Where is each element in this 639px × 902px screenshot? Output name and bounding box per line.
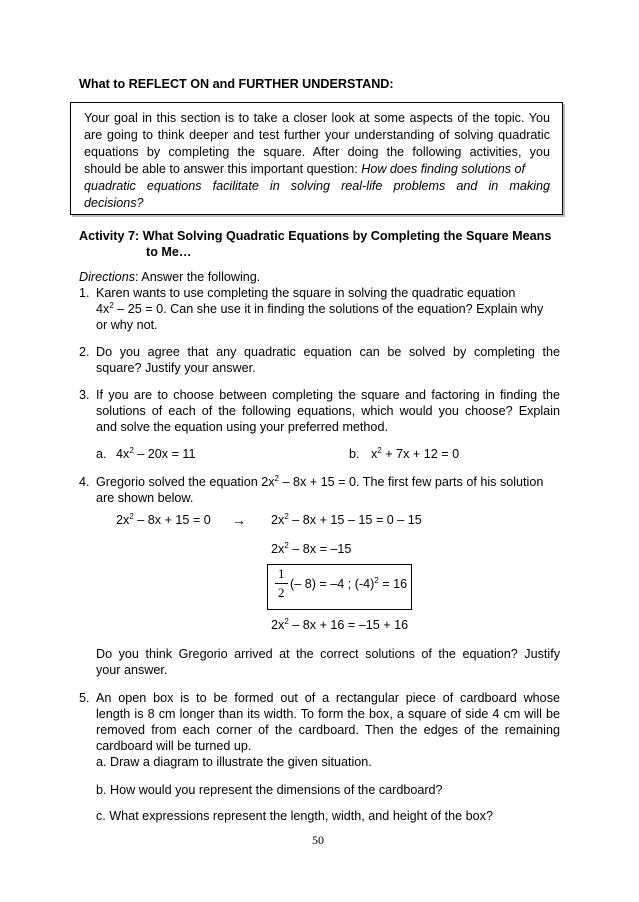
- q3-b-exp: 2: [377, 446, 382, 455]
- essential-question-start: How does finding solutions of: [361, 162, 526, 176]
- goal-line-4-text: should be able to answer this important question:: [84, 162, 362, 176]
- goal-line-1: Your goal in this section is to take a closer look at some aspects of the topic. You: [84, 111, 550, 125]
- goal-line-2: are going to think deeper and test further your understanding of solving quadratic: [84, 128, 550, 142]
- fraction-numerator: 1: [278, 566, 285, 581]
- q1-eq-term: 4x: [96, 302, 110, 316]
- goal-line-4: [84, 161, 550, 177]
- q1-number: 1.: [79, 286, 90, 300]
- activity-title-cont: to Me…: [146, 245, 192, 259]
- q3-a-exp: 2: [129, 446, 134, 455]
- q1-line-3: or why not.: [96, 318, 158, 332]
- fraction-exp: 2: [374, 576, 379, 585]
- q3-b-term: x: [371, 447, 378, 461]
- goal-line-3: equations by completing the square. After doing the following activities, you: [84, 145, 550, 159]
- q4-step-3: [271, 617, 408, 633]
- q4-step-2: [271, 541, 351, 557]
- q1-line-1: Karen wants to use completing the square in solving the quadratic equation: [96, 286, 516, 300]
- q4-line-1-exp: 2: [274, 474, 279, 483]
- q5-line-4: cardboard will be turned up.: [96, 739, 252, 753]
- q4-step-2-term: 2x: [271, 542, 285, 556]
- q4-line-1: [96, 474, 560, 490]
- arrow-icon: →: [232, 512, 246, 528]
- q3-line-2: solutions of each of the following equations, which would you choose? Explain: [96, 404, 560, 418]
- q5-item-a: a. Draw a diagram to illustrate the given situation.: [96, 755, 372, 769]
- q4-line-1-b: – 8x + 15 = 0. The first few parts of his solution: [278, 475, 544, 489]
- q1-line-2: [96, 301, 560, 317]
- activity-title: Activity 7: What Solving Quadratic Equations by Completing the Square Means: [79, 229, 552, 243]
- q4-line-1-a: Gregorio solved the equation 2x: [96, 475, 275, 489]
- q3-line-1: If you are to choose between completing the square and factoring in finding the: [96, 388, 560, 402]
- q4-step-1-exp: 2: [284, 512, 289, 521]
- q4-step-1: [271, 512, 422, 528]
- q3-a-equation: [116, 446, 196, 462]
- q3-a-rest: – 20x = 11: [133, 447, 196, 461]
- fraction-rest: (– 8) = –4 ; (-4): [290, 577, 375, 591]
- goal-line-5: quadratic equations facilitate in solving real-life problems and in making: [84, 179, 550, 193]
- directions: [79, 269, 260, 285]
- q4-line-2: are shown below.: [96, 491, 194, 505]
- q4-original-equation: [116, 512, 211, 528]
- directions-label: Directions: [79, 270, 135, 284]
- q1-eq-exp: 2: [109, 301, 114, 310]
- q3-number: 3.: [79, 388, 90, 402]
- fraction-bar: [275, 583, 288, 584]
- q5-item-c: c. What expressions represent the length, width, and height of the box?: [96, 809, 493, 823]
- fraction-end: = 16: [378, 577, 408, 591]
- q4-orig-rest: – 8x + 15 = 0: [133, 513, 211, 527]
- section-heading: What to REFLECT ON and FURTHER UNDERSTAND:: [79, 77, 394, 91]
- fraction-denominator: 2: [278, 585, 285, 600]
- fraction-expression: [290, 576, 407, 592]
- q4-step-3-exp: 2: [284, 617, 289, 626]
- q1-line-2-text: – 25 = 0. Can she use it in finding the solutions of the equation? Explain why: [113, 302, 544, 316]
- q3-a-term: 4x: [116, 447, 130, 461]
- q2-line-2: square? Justify your answer.: [96, 361, 256, 375]
- q5-line-1: An open box is to be formed out of a rectangular piece of cardboard whose: [96, 691, 560, 705]
- directions-text: : Answer the following.: [135, 270, 261, 284]
- q4-step-1-term: 2x: [271, 513, 285, 527]
- q3-line-3: and solve the equation using your preferred method.: [96, 420, 388, 434]
- q4-orig-exp: 2: [129, 512, 134, 521]
- q2-number: 2.: [79, 345, 90, 359]
- q4-line-3: Do you think Gregorio arrived at the correct solutions of the equation? Justify: [96, 647, 560, 661]
- q5-line-2: length is 8 cm longer than its width. To form the box, a square of side 4 cm will be: [96, 707, 560, 721]
- q5-number: 5.: [79, 691, 90, 705]
- q3-b-label: b.: [349, 447, 360, 461]
- q4-step-3-rest: – 8x + 16 = –15 + 16: [288, 618, 409, 632]
- q5-item-b: b. How would you represent the dimensions of the cardboard?: [96, 783, 443, 797]
- q3-b-equation: [371, 446, 459, 462]
- q4-line-4: your answer.: [96, 663, 168, 677]
- q4-number: 4.: [79, 475, 90, 489]
- q3-a-label: a.: [96, 447, 107, 461]
- q2-line-1: Do you agree that any quadratic equation can be solved by completing the: [96, 345, 560, 359]
- goal-line-6: decisions?: [84, 196, 144, 210]
- q3-b-rest: + 7x + 12 = 0: [381, 447, 460, 461]
- q4-orig-term: 2x: [116, 513, 130, 527]
- q4-step-1-rest: – 8x + 15 – 15 = 0 – 15: [288, 513, 422, 527]
- q4-step-3-term: 2x: [271, 618, 285, 632]
- q4-step-2-rest: – 8x = –15: [288, 542, 352, 556]
- q4-step-2-exp: 2: [284, 541, 289, 550]
- page-number: 50: [312, 833, 324, 847]
- q5-line-3: removed from each corner of the cardboard. Then the edges of the remaining: [96, 723, 560, 737]
